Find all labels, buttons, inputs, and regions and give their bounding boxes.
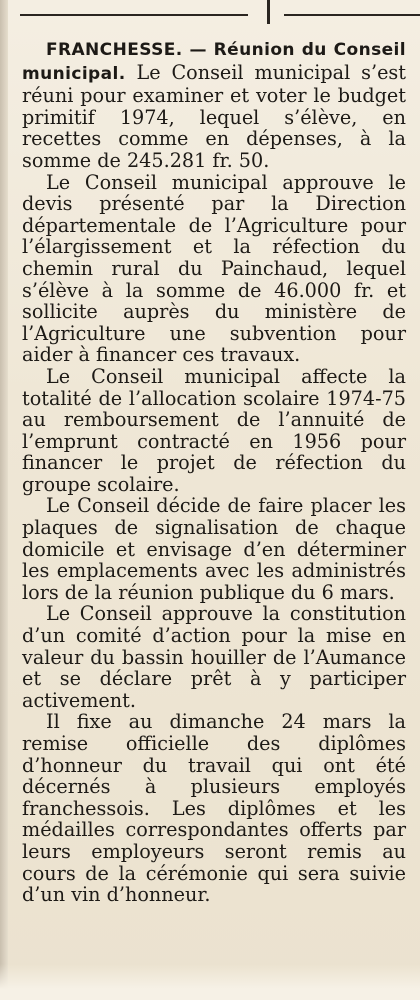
headline-place: FRANCHESSE.: [46, 40, 183, 60]
headline-title: Réunion du Conseil municipal.: [22, 40, 406, 84]
article-paragraph-1: [22, 38, 406, 172]
article-paragraph-2: Le Conseil municipal approuve le devis présenté par la Direction départementale de l’Agriculture pour l’élargissement et la réfection du chemin rural du Painchaud, lequel s’élève à la somme de 46.000 fr. et sollicite auprès du ministère de l’Agriculture une subvention pour aider à financer ces travaux.: [22, 170, 406, 367]
column-rule-vertical: [267, 0, 270, 24]
paper-left-edge: [0, 0, 8, 1000]
paper-bottom-margin: [0, 964, 420, 1000]
article-body: [22, 38, 406, 906]
column-rule-top-right: [284, 14, 420, 16]
paragraph-text: Le Conseil municipal s’est réuni pour examiner et voter le budget primitif 1974, lequel s’élève, en recettes comme en dépenses, à la somme de 245.281 fr. 50.: [22, 60, 406, 172]
article-paragraph-6: Il fixe au dimanche 24 mars la remise officielle des diplômes d’honneur du travail qui ont été décernés à plusieurs employés franchessois. Les diplômes et les médailles correspondantes offerts par leurs employeurs seront remis au cours de la cérémonie qui sera suivie d’un vin d’honneur.: [22, 710, 406, 907]
article-paragraph-3: Le Conseil municipal affecte la totalité de l’allocation scolaire 1974-75 au remboursement de l’annuité de l’emprunt contracté en 1956 pour financer le projet de réfection du groupe scolaire.: [22, 364, 406, 496]
article-paragraph-4: Le Conseil décide de faire placer les plaques de signalisation de chaque domicile et envisage d’en déterminer les emplacements avec les administrés lors de la réunion publique du 6 mars.: [22, 494, 406, 604]
headline-dash: —: [189, 40, 207, 60]
article-paragraph-5: Le Conseil approuve la constitution d’un comité d’action pour la mise en valeur du bassin houiller de l’Aumance et se déclare prêt à y participer activement.: [22, 602, 406, 712]
column-rule-top-left: [20, 14, 248, 16]
